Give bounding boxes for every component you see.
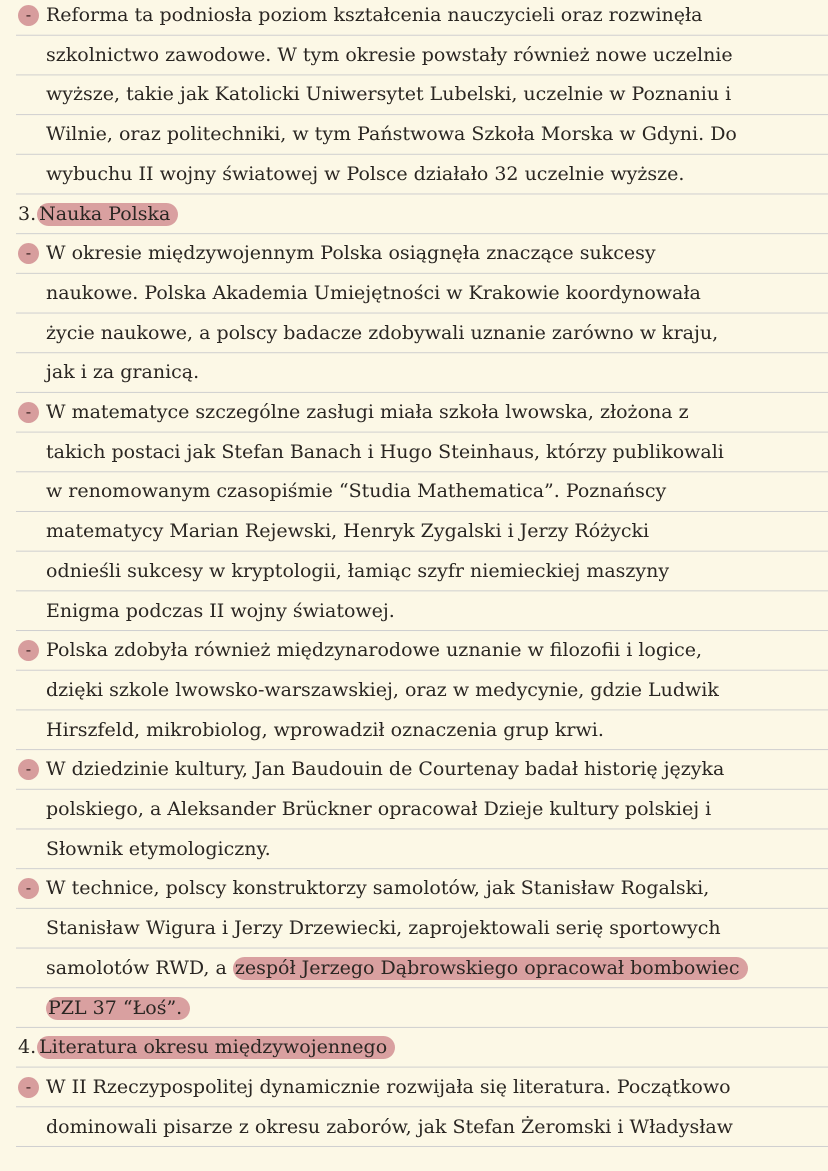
line-text-plain: W matematyce szczególne zasługi miała szkoła lwowska, złożona z (46, 401, 689, 423)
line-text (46, 44, 733, 66)
text-line (0, 548, 828, 588)
highlighted-text: zespół Jerzego Dąbrowskiego opracował bombowiec (233, 957, 748, 980)
line-text-plain: szkolnictwo zawodowe. W tym okresie powstały również nowe uczelnie (46, 43, 733, 66)
line-text (46, 282, 701, 304)
bullet-marker: - (18, 878, 39, 899)
line-text-plain: Stanisław Wigura i Jerzy Drzewiecki, zaprojektowali serię sportowych (46, 917, 721, 940)
line-text (46, 1076, 731, 1098)
line-text (46, 758, 724, 780)
line-text (46, 957, 748, 979)
line-text (46, 798, 711, 820)
bullet-marker: - (18, 5, 39, 26)
line-text (46, 401, 689, 423)
text-line (0, 985, 828, 1025)
line-text (46, 520, 649, 542)
text-line (0, 588, 828, 628)
section-heading-line (0, 1024, 828, 1064)
line-text-plain: W technice, polscy konstruktorzy samolotów, jak Stanisław Rogalski, (46, 877, 710, 900)
line-text (46, 639, 702, 661)
bullet-marker: - (18, 1077, 39, 1098)
bullet-marker: - (18, 402, 39, 423)
line-text-plain: wyższe, takie jak Katolicki Uniwersytet Lubelski, uczelnie w Poznaniu i (46, 83, 732, 106)
text-line (0, 32, 828, 72)
line-text (46, 600, 395, 622)
line-text-plain: W okresie międzywojennym Polska osiągnęła znaczące sukcesy (46, 242, 656, 265)
text-line (0, 1104, 828, 1144)
line-text (46, 679, 719, 701)
line-text-plain: życie naukowe, a polscy badacze zdobywali uznanie zarówno w kraju, (46, 321, 719, 344)
line-text (46, 719, 604, 741)
text-line (0, 71, 828, 111)
line-text-plain: Enigma podczas II wojny światowej. (46, 599, 395, 622)
highlighted-text: PZL 37 “Łoś”. (46, 997, 190, 1020)
text-line (0, 230, 828, 270)
line-text (18, 203, 178, 225)
text-line (0, 627, 828, 667)
line-text-plain: odnieśli sukcesy w kryptologii, łamiąc szyfr niemieckiej maszyny (46, 559, 670, 582)
line-text (46, 560, 669, 582)
line-text (46, 480, 666, 502)
text-line (0, 310, 828, 350)
line-text-plain: wybuchu II wojny światowej w Polsce działało 32 uczelnie wyższe. (46, 162, 685, 185)
section-number: 4. (18, 1036, 37, 1059)
line-text (46, 123, 737, 145)
text-line (0, 786, 828, 826)
line-text-plain: takich postaci jak Stefan Banach i Hugo Steinhaus, którzy publikowali (46, 440, 724, 463)
section-heading-line (0, 191, 828, 231)
text-line (0, 0, 828, 32)
text-line (0, 429, 828, 469)
line-text-plain: Reforma ta podniosła poziom kształcenia nauczycieli oraz rozwinęła (46, 4, 703, 26)
line-text-plain: Słownik etymologiczny. (46, 837, 271, 860)
line-text-plain: samolotów RWD, a (46, 956, 233, 979)
line-text-plain: dominowali pisarze z okresu zaborów, jak Stefan Żeromski i Władysław (46, 1115, 733, 1138)
line-text (46, 838, 271, 860)
line-text (46, 361, 199, 383)
text-line (0, 111, 828, 151)
text-line (0, 865, 828, 905)
line-text (18, 1036, 395, 1058)
line-text-plain: matematycy Marian Rejewski, Henryk Zygalski i Jerzy Różycki (46, 520, 650, 543)
line-text-plain: dzięki szkole lwowsko-warszawskiej, oraz w medycynie, gdzie Ludwik (46, 678, 719, 701)
text-line (0, 270, 828, 310)
text-line (0, 667, 828, 707)
line-text-plain: naukowe. Polska Akademia Umiejętności w Krakowie koordynowała (46, 281, 701, 304)
text-line (0, 826, 828, 866)
bullet-marker: - (18, 243, 39, 264)
line-text-plain: jak i za granicą. (46, 361, 200, 384)
text-line (0, 945, 828, 985)
bullet-marker: - (18, 759, 39, 780)
section-title-highlight: Nauka Polska (37, 203, 178, 226)
line-text (46, 4, 703, 26)
line-text (46, 997, 190, 1019)
text-line (0, 389, 828, 429)
text-line (0, 468, 828, 508)
text-line (0, 349, 828, 389)
section-number: 3. (18, 202, 37, 225)
line-text (46, 877, 709, 899)
line-text (46, 917, 721, 939)
line-text-plain: W dziedzinie kultury, Jan Baudouin de Courtenay badał historię języka (46, 758, 725, 781)
line-text-plain: w renomowanym czasopiśmie “Studia Mathematica”. Poznańscy (46, 480, 667, 503)
text-line (0, 508, 828, 548)
line-text (46, 163, 684, 185)
line-text-plain: Hirszfeld, mikrobiolog, wprowadził oznaczenia grup krwi. (46, 718, 604, 741)
bullet-marker: - (18, 640, 39, 661)
text-line (0, 151, 828, 191)
section-title-highlight: Literatura okresu międzywojennego (37, 1036, 395, 1059)
line-text-plain: polskiego, a Aleksander Brückner opracował Dzieje kultury polskiej i (46, 798, 712, 820)
text-line (0, 746, 828, 786)
text-line (0, 1064, 828, 1104)
text-line (0, 707, 828, 747)
line-text-plain: Wilnie, oraz politechniki, w tym Państwowa Szkoła Morska w Gdyni. Do (46, 123, 737, 146)
text-line (0, 905, 828, 945)
line-text (46, 242, 656, 264)
line-text (46, 83, 731, 105)
line-text-plain: Polska zdobyła również międzynarodowe uznanie w filozofii i logice, (46, 639, 703, 662)
line-text (46, 441, 724, 463)
line-text (46, 322, 718, 344)
line-text (46, 1116, 733, 1138)
line-text-plain: W II Rzeczypospolitej dynamicznie rozwijała się literatura. Początkowo (46, 1075, 731, 1098)
